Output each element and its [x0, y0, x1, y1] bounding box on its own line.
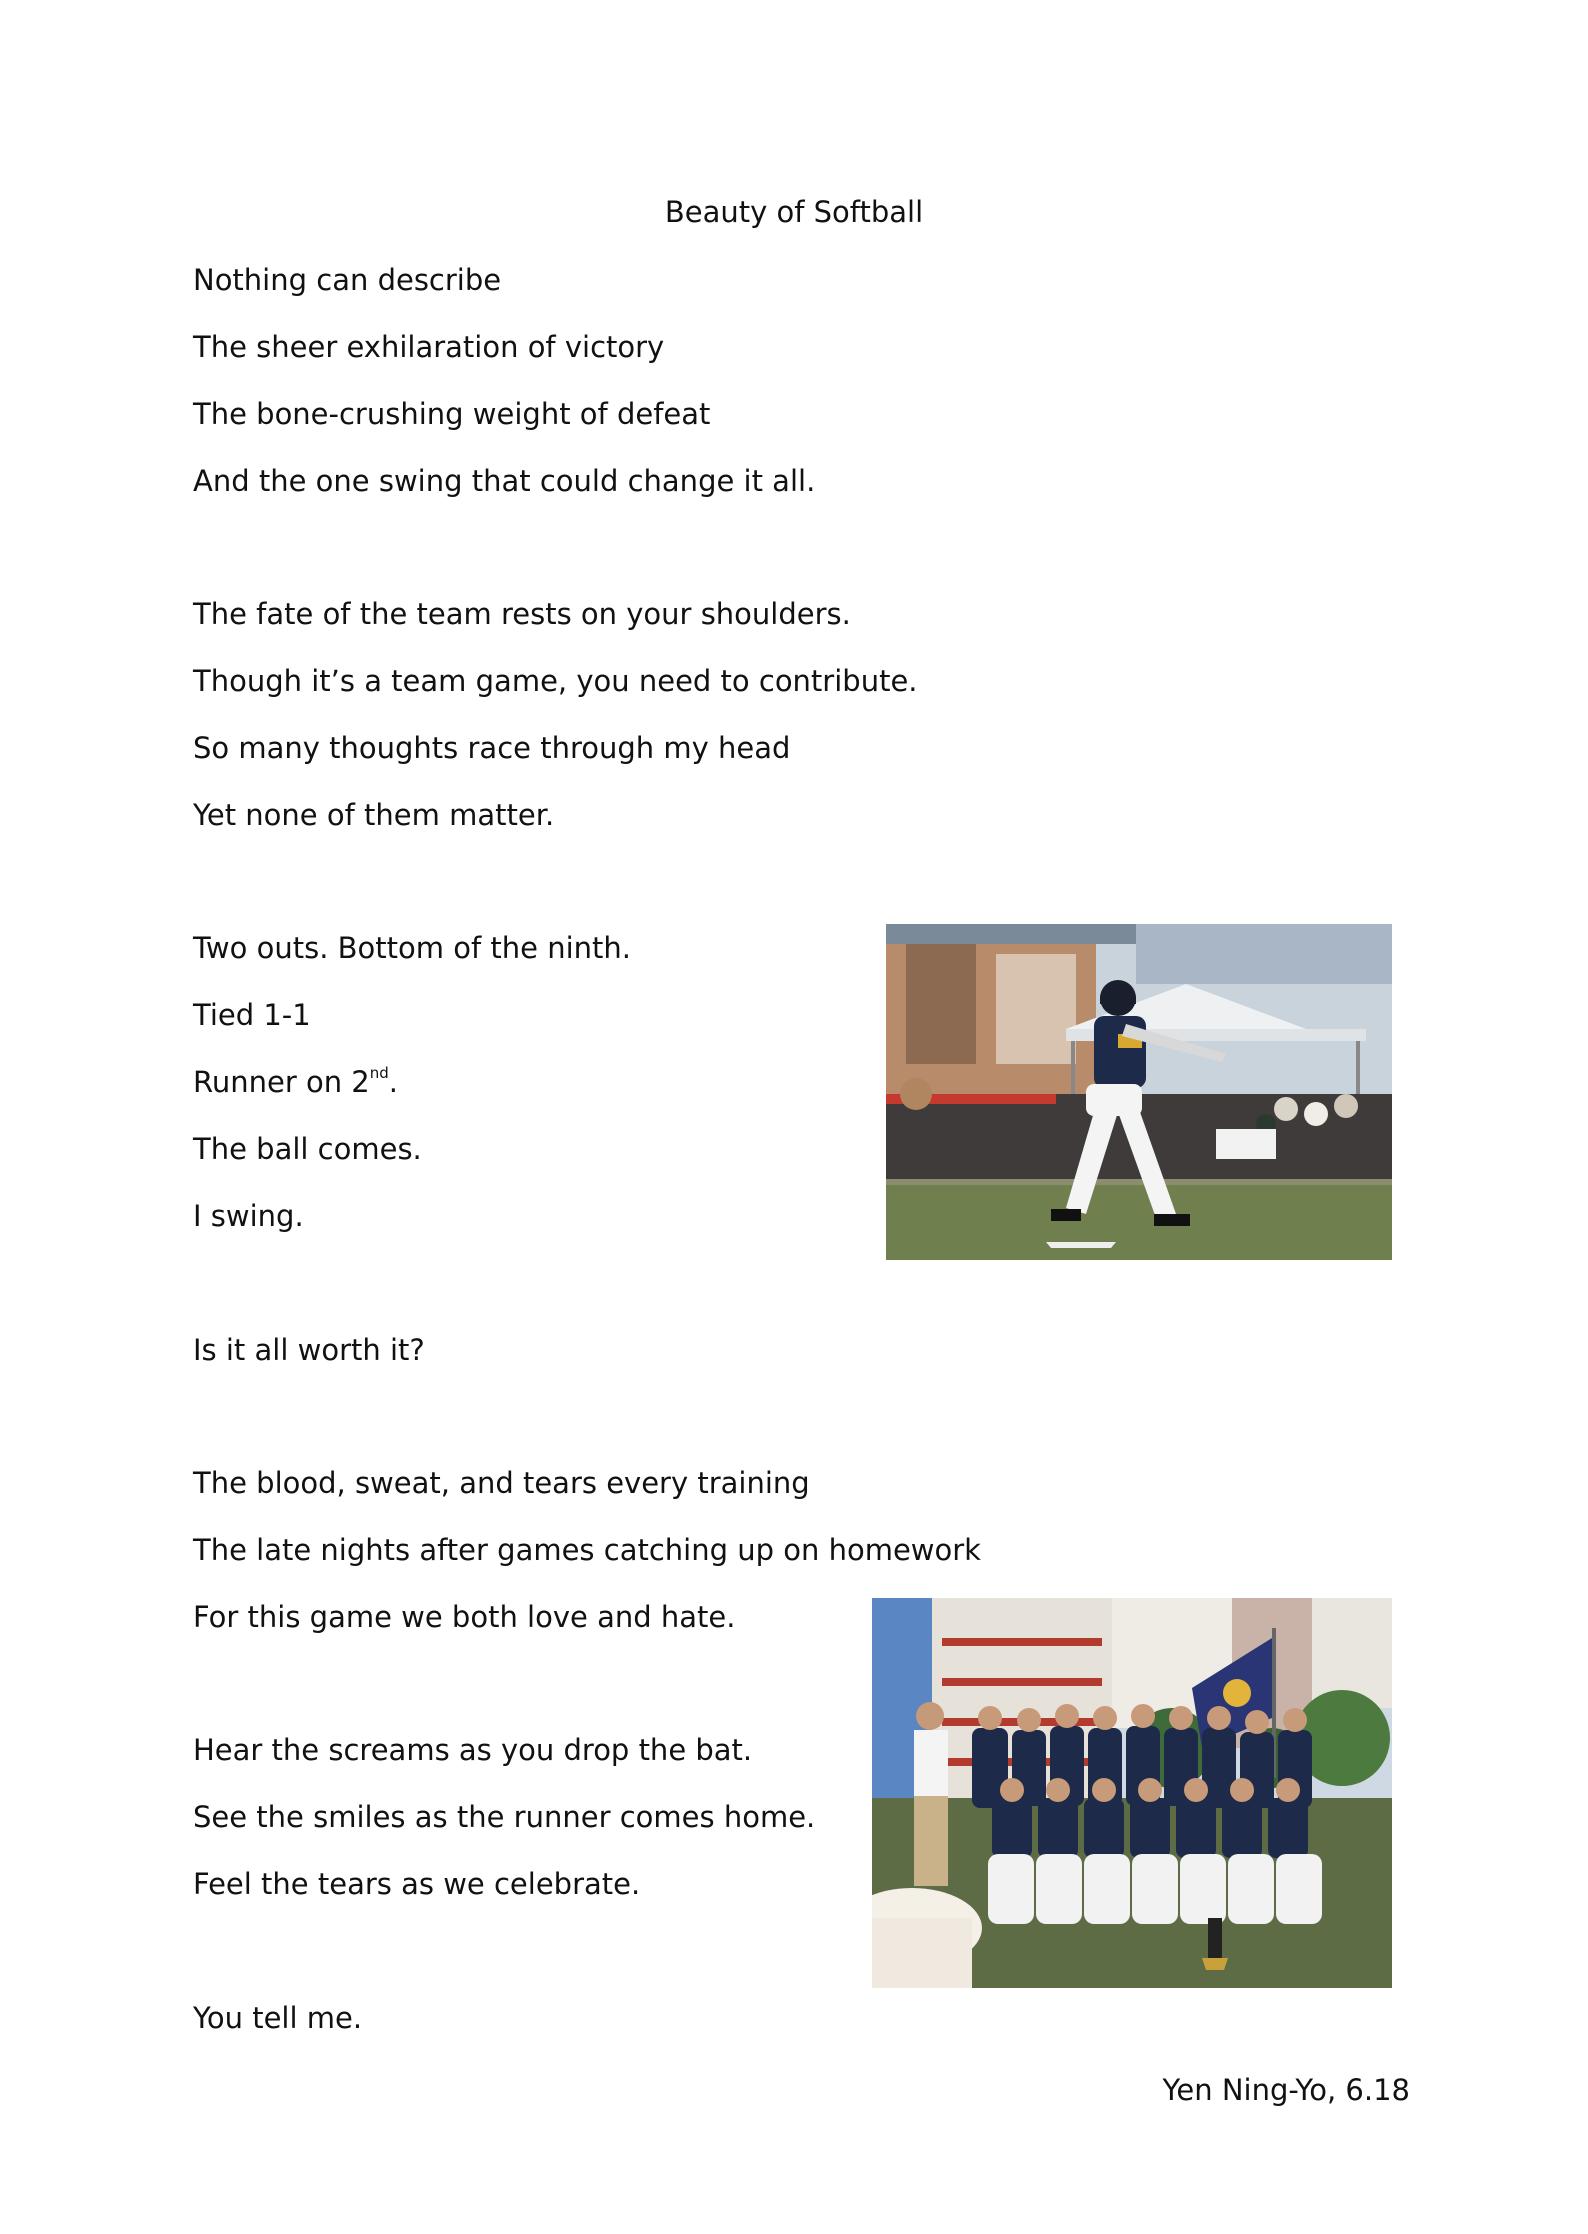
team-illustration [872, 1598, 1392, 1988]
poem-line: Feel the tears as we celebrate. [193, 1867, 641, 1901]
poem-line: The blood, sweat, and tears every training [193, 1466, 810, 1500]
poem-title: Beauty of Softball [664, 195, 924, 229]
runner-text: Runner on 2 [193, 1065, 370, 1099]
poem-line [193, 1062, 398, 1102]
poem-line: So many thoughts race through my head [193, 731, 791, 765]
poem-line: Yet none of them matter. [193, 798, 555, 832]
poem-line: The ball comes. [193, 1132, 422, 1166]
ordinal-suffix: nd [369, 1064, 389, 1082]
poem-line: The sheer exhilaration of victory [193, 330, 665, 364]
team-photo [872, 1598, 1392, 1988]
poem-line: See the smiles as the runner comes home. [193, 1800, 816, 1834]
poem-line: Hear the screams as you drop the bat. [193, 1733, 753, 1767]
batter-illustration [886, 924, 1392, 1260]
poem-line: The bone-crushing weight of defeat [193, 397, 711, 431]
poem-line: Is it all worth it? [193, 1333, 425, 1367]
poem-line: The fate of the team rests on your shoulders. [193, 597, 851, 631]
period: . [388, 1065, 399, 1099]
poem-line: Tied 1-1 [193, 998, 311, 1032]
batter-photo [886, 924, 1392, 1260]
signature: Yen Ning-Yo, 6.18 [1162, 2073, 1410, 2107]
poem-line: Nothing can describe [193, 263, 502, 297]
poem-line: You tell me. [193, 2001, 363, 2035]
poem-line: I swing. [193, 1199, 304, 1233]
poem-line: Two outs. Bottom of the ninth. [193, 931, 631, 965]
poem-line: And the one swing that could change it all. [193, 464, 816, 498]
poem-line: The late nights after games catching up on homework [193, 1533, 981, 1567]
poem-line: For this game we both love and hate. [193, 1600, 736, 1634]
poem-line: Though it’s a team game, you need to contribute. [193, 664, 918, 698]
